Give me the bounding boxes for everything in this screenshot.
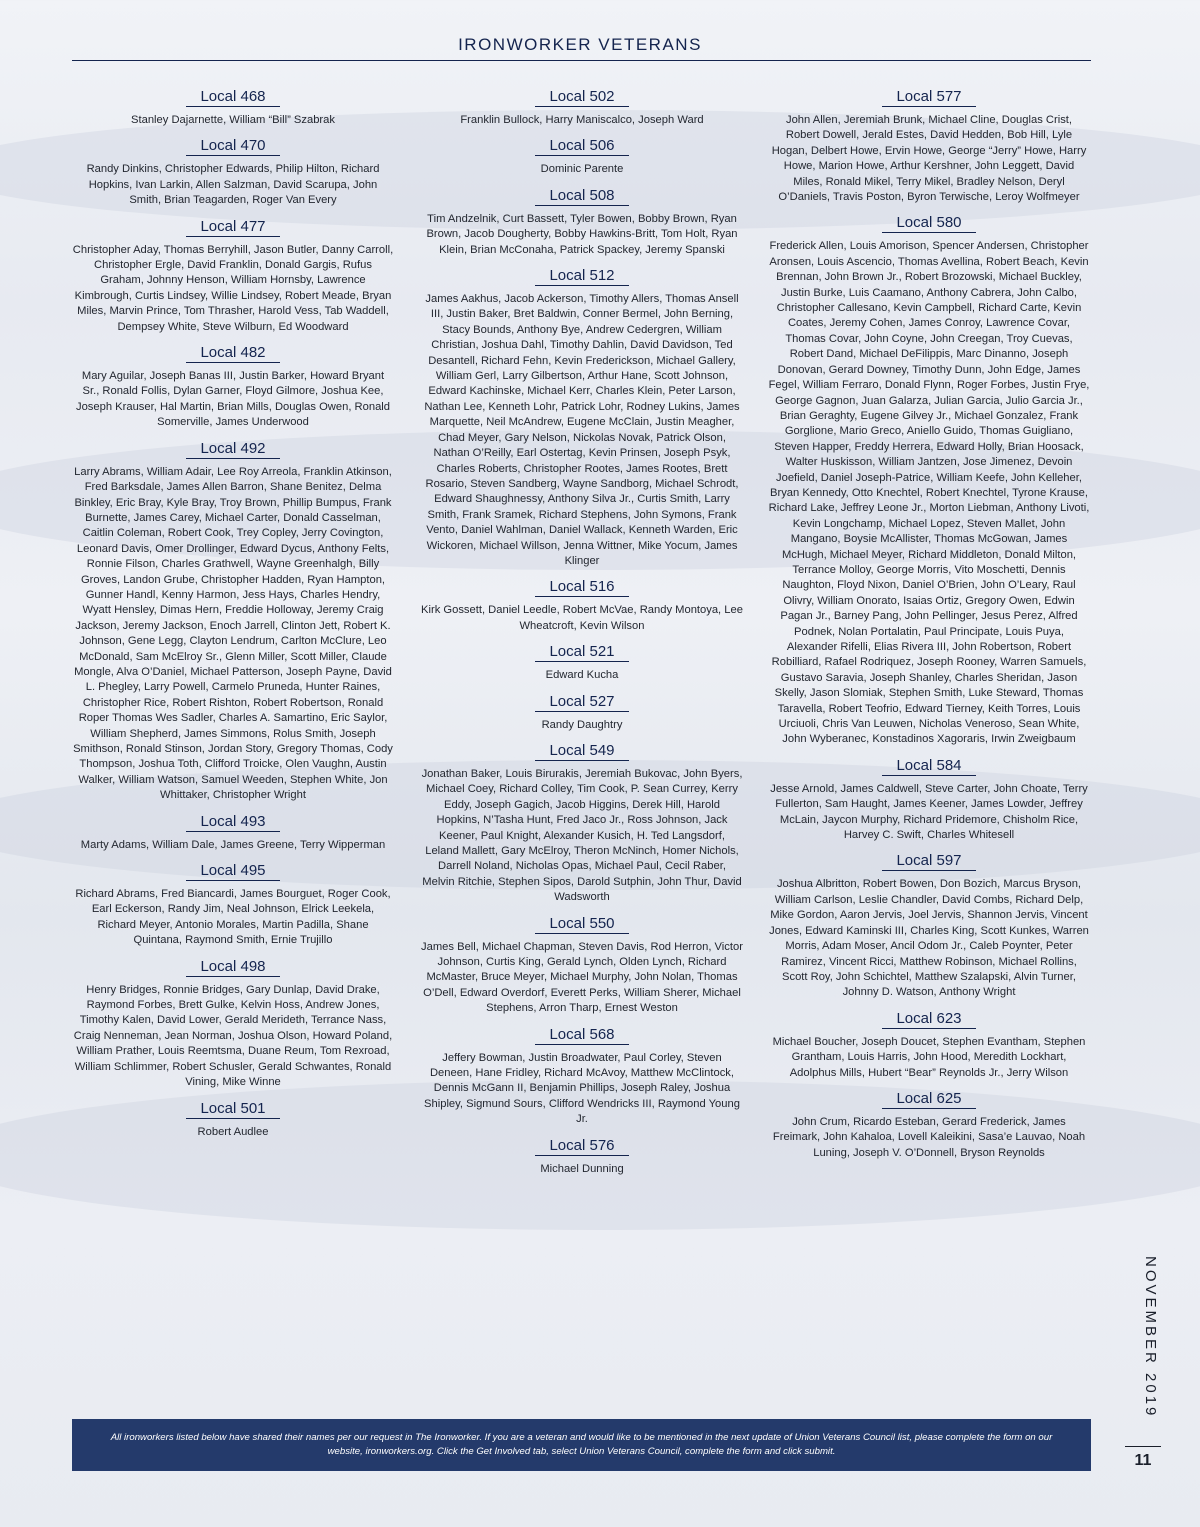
local-heading: Local 577 [882,88,975,107]
veteran-names: Joshua Albritton, Robert Bowen, Don Bozich, Marcus Bryson, William Carlson, Leslie Chandler, David Combs, Richard Delp, Mike Gordon, Aaron Jervis, Joel Jervis, Shannon Jervis, Vincent Jones, Edward Kaminski III, Charles King, Scott Kunkes, Warren Morris, Adam Moser, Ancil Odom Jr., Caleb Poynter, Peter Ramirez, Vincent Ricci, Matthew Robinson, Michael Rollins, Scott Roy, John Schichtel, Matthew Szalapski, Alvin Turner, Johnny D. Watson, Anthony Wright [769,878,1089,999]
local-section [68,1100,398,1140]
veteran-names: Jonathan Baker, Louis Birurakis, Jeremiah Bukovac, John Byers, Michael Coey, Richard Colley, Tim Cook, P. Sean Currey, Kerry Eddy, Joseph Gagich, Jacob Higgins, Derek Hill, Harold Hopkins, N’Tasha Hunt, Fred Jaco Jr., Ross Johnson, Jack Keener, Paul Knight, Alexander Kusich, H. Ted Langsdorf, Leland Mallett, Gary McElroy, Theron McNinch, Homer Nichols, Darrell Noland, Nicholas Opas, Michael Paul, Cecil Raber, Melvin Ritchie, Stephen Sipos, Darold Sutphin, John Thur, David Wadsworth [421,767,743,904]
local-section [417,915,747,1017]
local-heading: Local 521 [535,643,628,662]
local-heading: Local 470 [186,137,279,156]
page-number-divider [1125,1446,1161,1447]
veteran-names: James Bell, Michael Chapman, Steven Davis, Rod Herron, Victor Johnson, Curtis King, Gerald Lynch, Olden Lynch, Richard McMaster, Bruce Meyer, Michael Murphy, John Nolan, Thomas O’Dell, Edward Overdorf, Everett Perks, William Sherer, Michael Stephens, Arron Tharp, Ernest Weston [421,940,743,1015]
veteran-names: James Aakhus, Jacob Ackerson, Timothy Allers, Thomas Ansell III, Justin Baker, Bret Baldwin, Conner Bermel, John Berning, Stacy Bounds, Anthony Bye, Andrew Cedergren, William Christian, Joshua Dahl, Timothy Dahlin, David Davidson, Ted Desantell, Richard Fehn, Kevin Frederickson, Michael Gallery, William Gerl, Larry Gilbertson, Arthur Hane, Scott Johnson, Edward Kachinske, Michael Kerr, Charles Klein, Peter Larson, Nathan Lee, Kenneth Lohr, Patrick Lohr, Rodney Lukins, James Marquette, Neil McAndrew, Eugene McClain, Justin Meagher, Chad Meyer, Gary Nelson, Nickolas Novak, Patrick Olson, Nathan O’Reilly, Earl Ostertag, Kevin Prinsen, Joseph Psyk, Charles Roberts, Christopher Rootes, James Rootes, Brett Rosario, Steven Sandberg, Wayne Sandborg, Michael Schrodt, Edward Shaughnessy, Anthony Silva Jr., Curtis Smith, Larry Smith, Frank Sramek, Richard Stephens, John Symons, Frank Vento, Daniel Wahlman, Daniel Wallack, Kenneth Warden, Eric Wickoren, Michael Willson, Jenna Wittner, Mike Yocum, James Klinger [424,293,740,567]
local-section [417,187,747,258]
veteran-names: Stanley Dajarnette, William “Bill” Szabrak [131,114,335,126]
veteran-names: Henry Bridges, Ronnie Bridges, Gary Dunlap, David Drake, Raymond Forbes, Brett Gulke, Kelvin Hoss, Andrew Jones, Timothy Kalen, David Lower, Gerald Merideth, Terrance Nass, Craig Nenneman, Jean Norman, Joshua Olson, Howard Poland, William Prather, Louis Reemtsma, Duane Reum, Tom Rexroad, William Schlimmer, Robert Schusler, Gerald Schwantes, Ronald Vining, Mike Winne [73,983,393,1089]
local-heading: Local 516 [535,578,628,597]
local-section [417,693,747,733]
local-heading: Local 580 [882,214,975,233]
local-heading: Local 568 [535,1026,628,1045]
local-heading: Local 495 [186,862,279,881]
veteran-names: Christopher Aday, Thomas Berryhill, Jason Butler, Danny Carroll, Christopher Ergle, David Franklin, Donald Gargis, Rufus Graham, Johnny Henson, William Hornsby, Lawrence Kimbrough, Curtis Lindsey, Willie Lindsey, Robert Meade, Bryan Miles, Marvin Prince, Tom Thrasher, Harold Vess, Tab Waddell, Dempsey White, Steve Wilburn, Ed Woodward [72,243,394,333]
veteran-names: Robert Audlee [197,1125,269,1138]
local-section [764,852,1094,1000]
veteran-names: Kirk Gossett, Daniel Leedle, Robert McVae, Randy Montoya, Lee Wheatcroft, Kevin Wilson [421,604,743,632]
issue-date: NOVEMBER 2019 [1142,1256,1159,1419]
local-heading: Local 492 [186,440,279,459]
column-2 [417,88,747,1186]
local-section [764,88,1094,205]
footer-notice: All ironworkers listed below have shared their names per our request in The Ironworker. If you are a veteran and would like to be mentioned in the next update of Union Veterans Council list, please complete the form on our website, ironworkers.org. Click the Get Involved tab, select Union Veterans Council, complete the form and click submit. [110,1432,1053,1457]
veteran-names: Richard Abrams, Fred Biancardi, James Bourguet, Roger Cook, Earl Eckerson, Randy Jim, Neal Johnson, Elrick Leekela, Richard Meyer, Antonio Morales, Martin Padilla, Shane Quintana, Raymond Smith, Ernie Trujillo [75,888,391,947]
veteran-names: Dominic Parente [540,163,624,176]
local-section [68,862,398,949]
local-heading: Local 512 [535,267,628,286]
footer-notice-box [72,1419,1091,1471]
column-1 [68,88,398,1149]
local-heading: Local 477 [186,218,279,237]
local-heading: Local 468 [186,88,279,107]
veteran-names: Tim Andzelnik, Curt Bassett, Tyler Bowen, Bobby Brown, Ryan Brown, Jacob Dougherty, Bobby Hawkins-Britt, Tom Holt, Ryan Klein, Brian McConaha, Patrick Spackey, Jeremy Spanski [426,212,738,256]
local-heading: Local 482 [186,344,279,363]
local-section [417,578,747,634]
veteran-names: Randy Daughtry [541,718,623,731]
column-3 [764,88,1094,1170]
local-heading: Local 508 [535,187,628,206]
local-section [417,643,747,683]
local-section [764,1010,1094,1081]
veteran-names: Larry Abrams, William Adair, Lee Roy Arreola, Franklin Atkinson, Fred Barksdale, James Allen Barron, Shane Benitez, Delma Binkley, Eric Bray, Kyle Bray, Troy Brown, Phillip Bumpus, Frank Burnette, James Carey, Michael Carter, Donald Casselman, Caitlin Coleman, Robert Cook, Trey Copley, Jerry Covington, Leonard Davis, Omer Drollinger, Edward Dycus, Anthony Felts, Ronnie Filson, Charles Grathwell, Wayne Greenhalgh, Billy Groves, Landon Grube, Christopher Hadden, Ryan Hampton, Gunner Handl, Kenny Harmon, Jess Hays, Charles Hendry, Wyatt Hensley, Dimas Hern, Freddie Holloway, Jeremy Craig Jackson, Jeremy Jackson, Enoch Jarrell, Clinton Jett, Robert K. Johnson, Gene Legg, Clayton Lendrum, Carlton McClure, Leo McDonald, Sam McElroy Sr., Glenn Miller, Scott Miller, Claude Mongle, Alva O’Daniel, Michael Patterson, Joseph Payne, David L. Phegley, Larry Powell, Carmelo Pruneda, Hunter Raines, Christopher Rice, Robert Rishton, Robert Robertson, Ronald Roper Thomas Wes Sadler, Charles A. Samartino, Eric Saylor, William Shepherd, James Simmons, Rolus Smith, Joseph Smithson, Ronald Stinson, Jordan Story, Gregory Thomas, Cody Thompson, Joshua Toth, Clifford Troicke, Olen Vaughn, Austin Walker, William Watson, Samuel Weeden, Stephen White, Jon Whittaker, Christopher Wright [73,465,393,802]
local-section [68,88,398,128]
veteran-names: Michael Boucher, Joseph Doucet, Stephen Evantham, Stephen Grantham, Louis Harris, John Hood, Meredith Lockhart, Adolphus Mills, Hubert “Bear” Reynolds Jr., Jerry Wilson [772,1035,1086,1079]
local-section [764,757,1094,844]
local-heading: Local 597 [882,852,975,871]
local-heading: Local 625 [882,1090,975,1109]
local-section [764,1090,1094,1161]
veteran-names: Marty Adams, William Dale, James Greene, Terry Wipperman [80,838,386,851]
local-section [68,344,398,431]
local-section [764,214,1094,747]
header-divider [72,60,1091,61]
local-heading: Local 576 [535,1137,628,1156]
local-heading: Local 527 [535,693,628,712]
local-heading: Local 584 [882,757,975,776]
local-section [68,440,398,804]
local-section [417,1137,747,1177]
veteran-names: Mary Aguilar, Joseph Banas III, Justin Barker, Howard Bryant Sr., Ronald Follis, Dylan Garner, Floyd Gilmore, Joshua Kee, Joseph Krauser, Hal Martin, Brian Mills, Douglas Owen, Ronald Somerville, James Underwood [75,370,390,429]
local-section [417,137,747,177]
local-heading: Local 506 [535,137,628,156]
local-section [417,742,747,906]
veteran-names: Frederick Allen, Louis Amorison, Spencer Andersen, Christopher Aronsen, Louis Ascencio, Thomas Avellina, Robert Beach, Kevin Brennan, John Brown Jr., Robert Brozowski, Michael Buckley, Justin Burke, Luis Caamano, Anthony Cabrera, John Calbo, Christopher Callesano, Kevin Campbell, Richard Carte, Kevin Coates, Jeremy Cohen, James Conroy, Lawrence Covar, Thomas Covar, John Coyne, John Creegan, Troy Cuevas, Robert Dand, Michael DeFilippis, Marc Dinanno, Joseph Donovan, Gerard Downey, Timothy Dunn, John Edge, James Fegel, William Ferraro, Donald Flynn, Roger Forbes, Justin Frye, George Gagnon, Juan Galarza, Julian Garcia, Julio Garcia Jr., Brian Geraghty, Eugene Gilvey Jr., Michael Gonzalez, Frank Gorglione, Mario Greco, Aniello Guido, Thomas Guigliano, Steven Happer, Freddy Herrera, Edward Holly, Brian Hoosack, Walter Huskisson, William Jantzen, Jose Jimenez, Devoin Joefield, Daniel Joseph-Patrice, William Keefe, John Kelleher, Bryan Kennedy, Otto Knechtel, Robert Knechtel, Tyrone Krause, Richard Lake, Jeffrey Leone Jr., Morton Liebman, Anthony Livoti, Kevin Longchamp, Michael Lopez, Steven Mallet, John Mangano, Boysie McAllister, Thomas McGowan, James McHugh, Michael Meyer, Richard Middleton, Donald Milton, Terrance Molloy, George Morris, Vito Moschetti, Dennis Naughton, Floyd Nixon, Daniel O’Brien, John O’Leary, Raul Olivry, William Onorato, Isaias Ortiz, Gregory Owen, Edwin Pagan Jr., Barney Pang, John Pellinger, Jesus Perez, Alfred Podnek, Nolan Portalatin, Paul Principate, Louis Puya, Alexander Rifelli, Elias Rivera III, John Robertson, Robert Robilliard, Rafael Rodriquez, Joseph Rooney, Warren Samuels, Gustavo Saravia, Joseph Shanley, Charles Sheridan, Jason Skelly, Jason Slomiak, Stephen Smith, Luke Steward, Thomas Taravella, Robert Teofrio, Edward Tierney, Keith Torres, Louis Urciuoli, Chris Van Leuwen, Nicholas Veneroso, Sean White, John Wyberanec, Konstadinos Xagoraris, Irwin Zweigbaum [768,240,1090,746]
local-heading: Local 498 [186,958,279,977]
local-section [68,813,398,853]
local-section [417,88,747,128]
local-section [68,218,398,335]
local-heading: Local 502 [535,88,628,107]
local-heading: Local 493 [186,813,279,832]
veteran-names: Randy Dinkins, Christopher Edwards, Philip Hilton, Richard Hopkins, Ivan Larkin, Allen Salzman, David Scarupa, John Smith, Brian Teagarden, Roger Van Every [86,163,380,207]
veteran-names: John Crum, Ricardo Esteban, Gerard Frederick, James Freimark, John Kahaloa, Lovell Kaleikini, Sasa’e Lauvao, Noah Luning, Joseph V. O’Donnell, Bryson Reynolds [772,1115,1086,1159]
veteran-names: Edward Kucha [545,669,619,682]
local-section [417,267,747,569]
veteran-names: Jesse Arnold, James Caldwell, Steve Carter, John Choate, Terry Fullerton, Sam Haught, James Keener, James Lowder, Jeffrey McLain, Jaycon Murphy, Richard Pridemore, Chisholm Rice, Harvey C. Swift, Charles Whitesell [770,782,1088,842]
local-heading: Local 623 [882,1010,975,1029]
local-section [68,958,398,1091]
local-heading: Local 501 [186,1100,279,1119]
page-title: IRONWORKER VETERANS [458,35,702,54]
local-section [68,137,398,208]
veteran-names: Michael Dunning [540,1162,624,1175]
local-heading: Local 549 [535,742,628,761]
local-heading: Local 550 [535,915,628,934]
page-number: 11 [1134,1452,1152,1469]
local-section [417,1026,747,1128]
veteran-names: Jeffery Bowman, Justin Broadwater, Paul Corley, Steven Deneen, Hane Fridley, Richard McAvoy, Matthew McClintock, Dennis McGann II, Benjamin Phillips, Joseph Raley, Joshua Shipley, Sigmund Sours, Clifford Wendricks III, Raymond Young Jr. [424,1051,740,1126]
veteran-names: John Allen, Jeremiah Brunk, Michael Cline, Douglas Crist, Robert Dowell, Jerald Estes, David Hedden, Bob Hill, Lyle Hogan, Delbert Howe, Ervin Howe, George “Jerry” Howe, Harry Howe, Marion Howe, Arthur Kershner, John Leggett, David Miles, Ronald Mikel, Terry Mikel, Bradley Nelson, Deryl O’Daniels, Travis Poston, Byron Terwische, Leroy Wolfmeyer [771,114,1087,204]
veteran-names: Franklin Bullock, Harry Maniscalco, Joseph Ward [460,114,704,126]
